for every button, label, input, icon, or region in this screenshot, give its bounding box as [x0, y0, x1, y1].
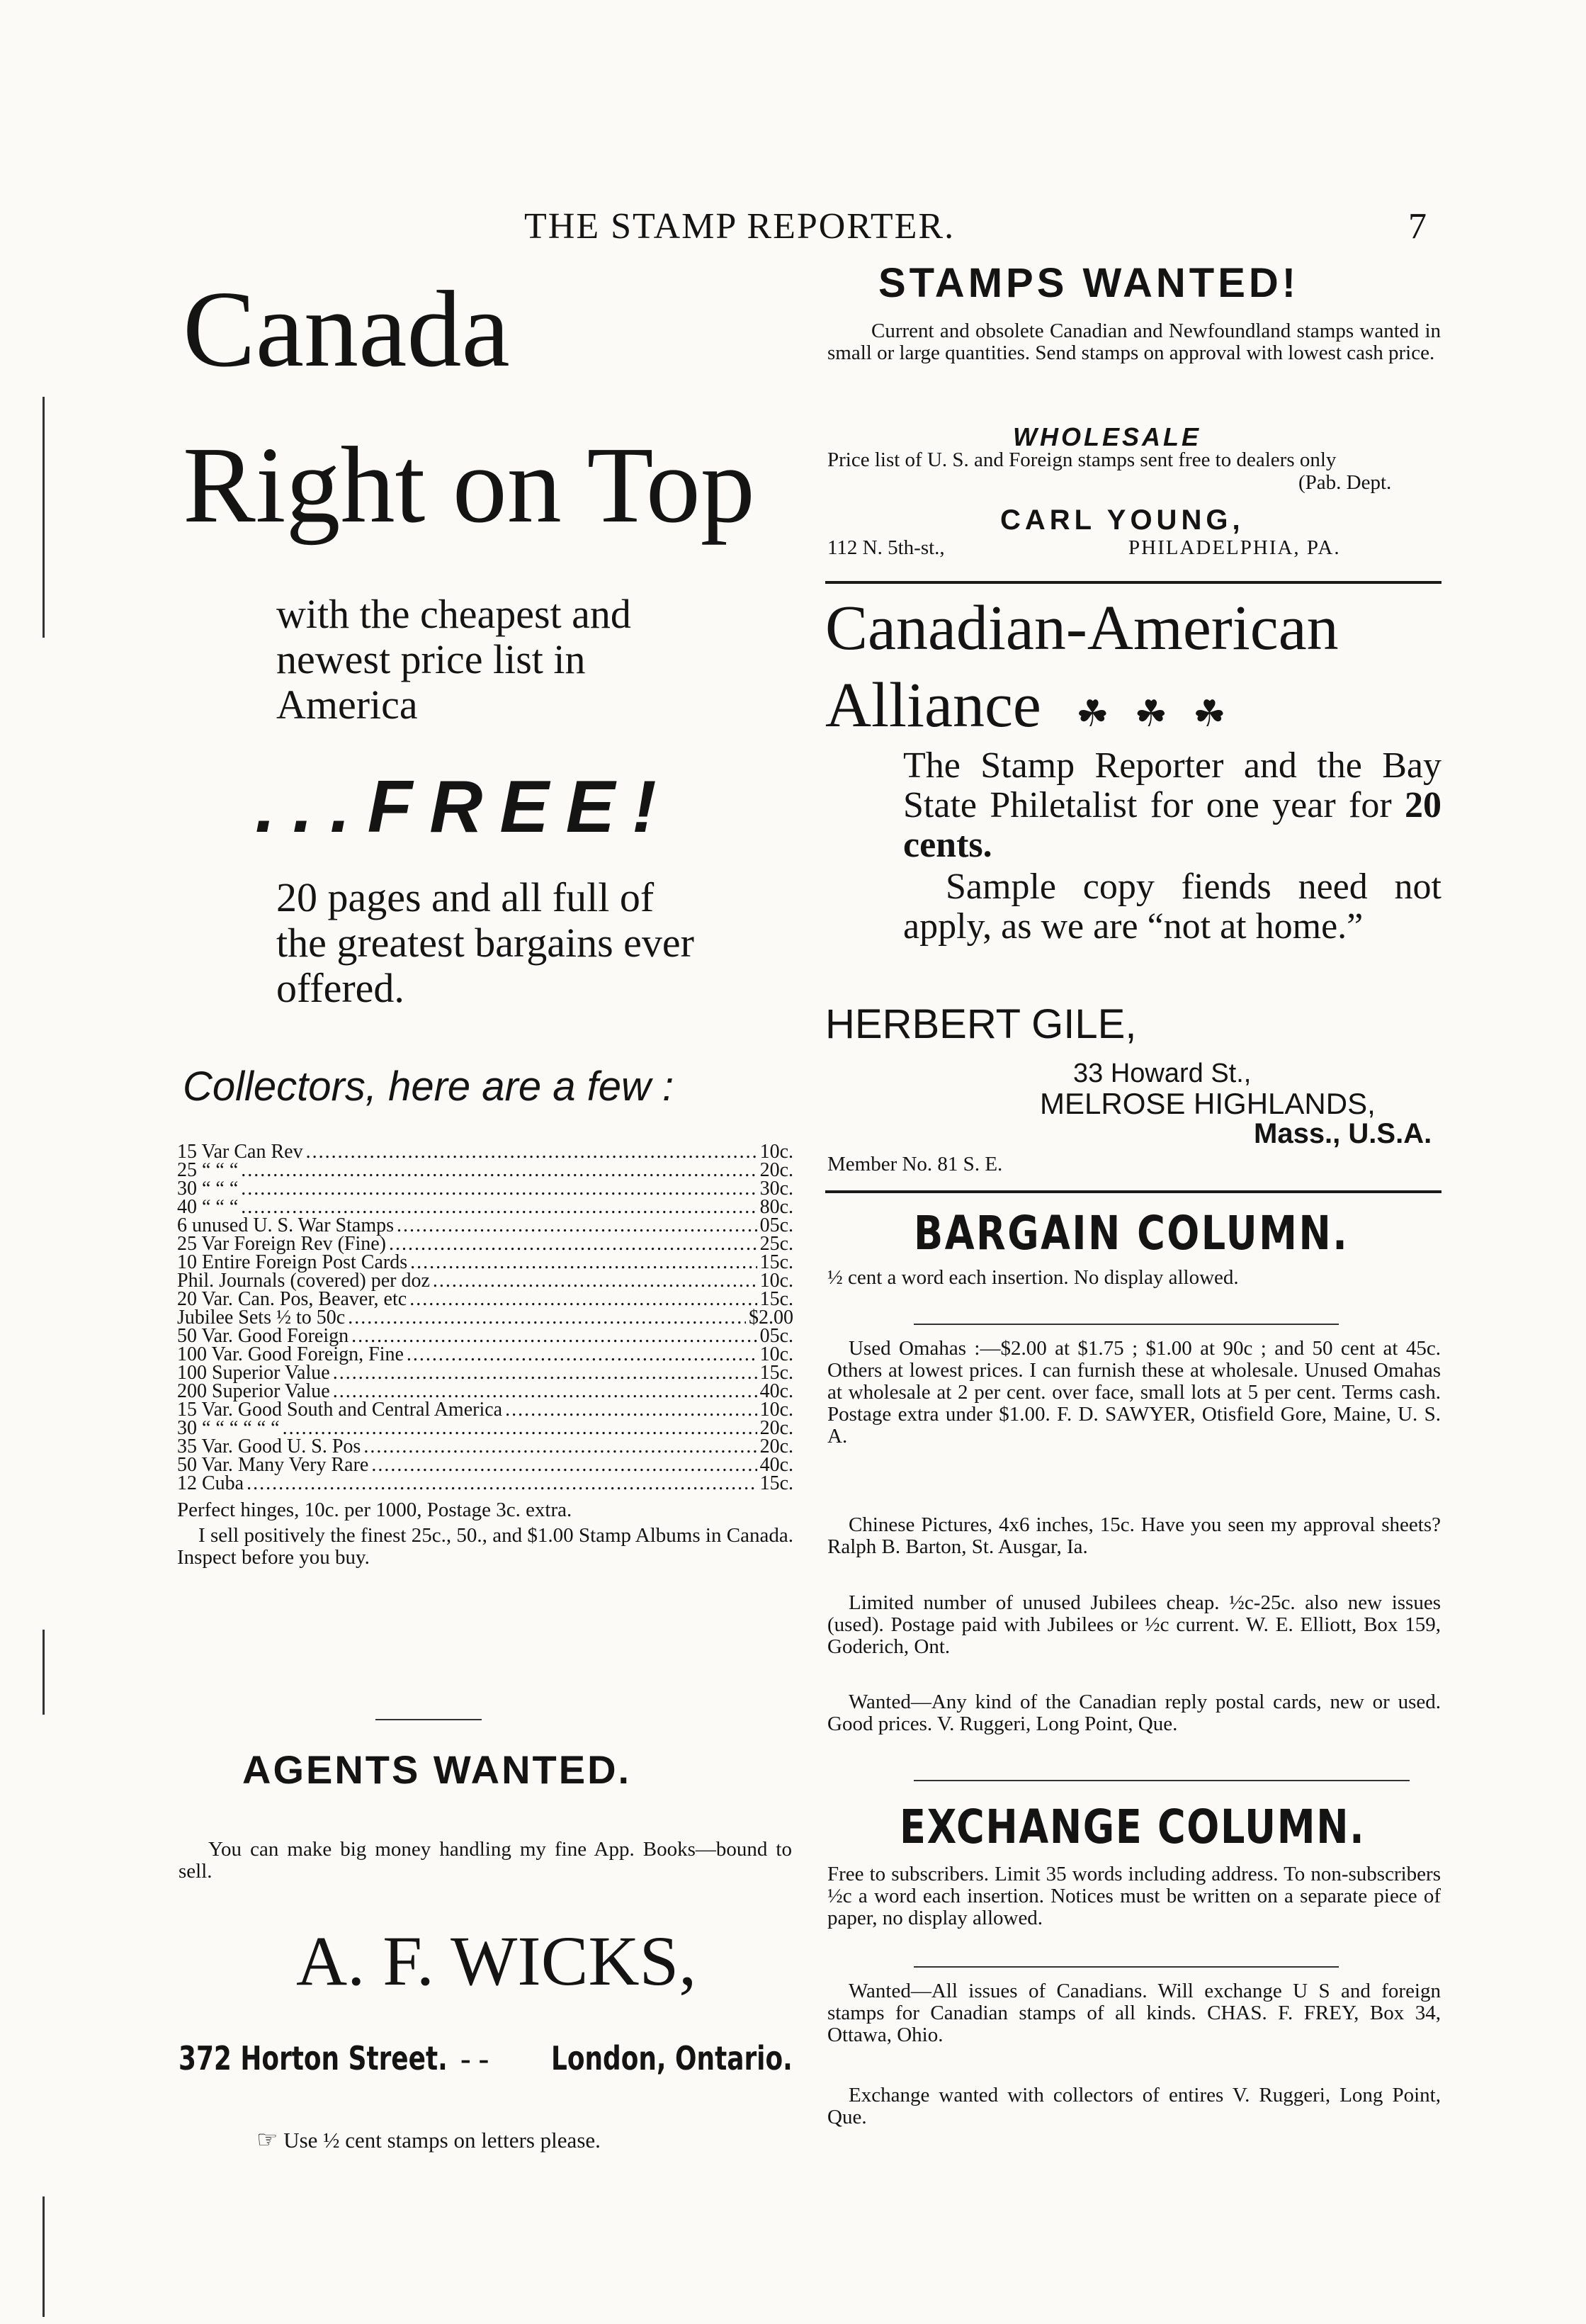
leader-dots [241, 1161, 757, 1180]
price-list-item: 50 Var. Good Foreign [177, 1325, 349, 1347]
exchange-ad-entires: Exchange wanted with collectors of entires V. Ruggeri, Long Point, Que. [827, 2084, 1441, 2128]
gile-city: MELROSE HIGHLANDS, [1040, 1087, 1376, 1120]
address-separator: - - [460, 2041, 489, 2076]
note-text: Use ½ cent stamps on letters please. [283, 2128, 601, 2153]
wicks-street: 372 Horton Street. [179, 2039, 448, 2077]
wholesale-label: WHOLESALE [1013, 422, 1201, 451]
alliance-title-word: Alliance [825, 670, 1041, 740]
price-list-item: 100 Var. Good Foreign, Fine [177, 1343, 404, 1365]
divider [914, 1966, 1339, 1968]
leader-dots [306, 1143, 757, 1161]
shamrock-icon: ☘ [1193, 694, 1226, 735]
canada-headline: Canada [183, 269, 510, 390]
price-list-item: 40 “ “ “ [177, 1196, 239, 1218]
divider [914, 1780, 1410, 1781]
herbert-gile-name: HERBERT GILE, [825, 1001, 1137, 1047]
price-list-item: 35 Var. Good U. S. Pos [177, 1435, 361, 1457]
intro-text: with the cheapest and newest price list in America [276, 591, 631, 728]
price-list-item: 25 “ “ “ [177, 1159, 239, 1181]
price-list-price: 10c. [759, 1343, 793, 1365]
price-list-item: 100 Superior Value [177, 1362, 330, 1384]
member-number: Member No. 81 S. E. [827, 1153, 1003, 1175]
leader-dots [351, 1327, 757, 1346]
alliance-offer-price: 20 cents. [903, 785, 1442, 865]
price-list-item: 10 Entire Foreign Post Cards [177, 1251, 408, 1273]
price-list-item: Jubilee Sets ½ to 50c [177, 1307, 346, 1329]
leader-dots [333, 1364, 757, 1382]
bargain-ad-postal-cards: Wanted—Any kind of the Canadian reply postal cards, new or used. Good prices. V. Ruggeri, Long Point, Que. [827, 1691, 1441, 1735]
page-edge-mark [43, 2196, 45, 2317]
stamps-wanted-text: Current and obsolete Canadian and Newfoundland stamps wanted in small or large quantities. Send stamps on approval with lowest cash price. [827, 320, 1441, 364]
price-list-price: 15c. [759, 1362, 793, 1384]
price-list-price: 20c. [759, 1159, 793, 1181]
price-list-item: 15 Var. Good South and Central America [177, 1399, 503, 1421]
gile-street: 33 Howard St., [1073, 1059, 1252, 1088]
price-list-price: 20c. [759, 1417, 793, 1439]
price-list-price: 25c. [759, 1233, 793, 1255]
running-title: THE STAMP REPORTER. [524, 206, 956, 247]
leader-dots [241, 1180, 757, 1198]
leader-dots [348, 1309, 746, 1327]
price-list-price: 15c. [759, 1288, 793, 1310]
agents-text: You can make big money handling my fine App. Books—bound to sell. [179, 1838, 792, 1883]
divider [914, 1324, 1339, 1325]
price-list-row [177, 1143, 793, 1161]
price-list-price: 10c. [759, 1399, 793, 1421]
dept-text: (Pab. Dept. [1298, 471, 1392, 494]
price-list-price: 40c. [759, 1380, 793, 1402]
price-list-price: 05c. [759, 1214, 793, 1236]
leader-dots [409, 1290, 757, 1309]
divider [825, 1190, 1441, 1193]
leader-dots [363, 1438, 757, 1456]
price-list-price: 40c. [759, 1454, 793, 1476]
price-list-item: 30 “ “ “ “ “ “ [177, 1417, 280, 1439]
stamps-wanted-heading: STAMPS WANTED! [878, 260, 1300, 306]
alliance-notice: Sample copy fiends need not apply, as we are “not at home.” [903, 867, 1441, 947]
leader-dots [397, 1217, 757, 1235]
bargain-rate: ½ cent a word each insertion. No display allowed. [827, 1266, 1239, 1289]
hinges-text: Perfect hinges, 10c. per 1000, Postage 3c. extra. [177, 1499, 572, 1521]
price-list [177, 1143, 793, 1493]
albums-text: I sell positively the finest 25c., 50., and $1.00 Stamp Albums in Canada. Inspect before you buy. [177, 1524, 793, 1569]
exchange-ad-canadians: Wanted—All issues of Canadians. Will exchange U S and foreign stamps for Canadian stamps of all kinds. CHAS. F. FREY, Box 34, Ottawa, Ohio. [827, 1980, 1441, 2046]
leader-dots [505, 1401, 757, 1419]
leader-dots [371, 1456, 757, 1474]
exchange-heading: EXCHANGE COLUMN. [900, 1800, 1366, 1854]
price-list-item: 25 Var Foreign Rev (Fine) [177, 1233, 386, 1255]
price-list-price: 10c. [759, 1141, 793, 1163]
carl-young-name: CARL YOUNG, [1000, 504, 1245, 536]
shamrock-icon: ☘ [1134, 694, 1168, 735]
price-list-item: 20 Var. Can. Pos, Beaver, etc [177, 1288, 407, 1310]
pointing-hand-icon: ☞ [256, 2127, 278, 2153]
price-list-row [177, 1474, 793, 1493]
price-list-item: Phil. Journals (covered) per doz [177, 1270, 430, 1292]
bargain-ad-omahas: Used Omahas :—$2.00 at $1.75 ; $1.00 at 90c ; and 50 cent at 45c. Others at lowest prices. I can furnish these at wholesale. Unused Omahas at wholesale at 2 per cent. over face, small lots at 5 per cent. Terms cash. Postage extra under $1.00. F. D. SAWYER, Otisfield Gore, Maine, U. S. A. [827, 1337, 1441, 1448]
wicks-city: London, Ontario. [551, 2039, 793, 2077]
price-list-price: 15c. [759, 1251, 793, 1273]
price-list-price: 05c. [759, 1325, 793, 1347]
leader-dots [407, 1346, 757, 1364]
free-banner: ...FREE! [255, 766, 674, 848]
leader-dots [247, 1474, 757, 1493]
bargain-heading: BARGAIN COLUMN. [914, 1206, 1349, 1260]
price-list-item: 15 Var Can Rev [177, 1141, 303, 1163]
gile-state: Mass., U.S.A. [1254, 1118, 1432, 1149]
page-edge-mark [43, 1630, 45, 1715]
price-list-price: 20c. [759, 1435, 793, 1457]
price-list-price: $2.00 [749, 1307, 793, 1329]
price-list-row [177, 1180, 793, 1198]
bargain-ad-jubilees: Limited number of unused Jubilees cheap. ½c-25c. also new issues (used). Postage paid with Jubilees or ½c current. W. E. Elliott, Box 159, Goderich, Ont. [827, 1591, 1441, 1658]
young-street: 112 N. 5th-st., [827, 536, 945, 559]
divider [825, 581, 1441, 584]
leader-dots [433, 1272, 757, 1290]
alliance-offer-text: The Stamp Reporter and the Bay State Philetalist for one year for [903, 745, 1441, 825]
page-edge-mark [43, 397, 45, 638]
price-list-item: 30 “ “ “ [177, 1178, 239, 1200]
price-list-price: 80c. [759, 1196, 793, 1218]
collectors-heading: Collectors, here are a few : [183, 1064, 674, 1110]
price-list-price: 15c. [759, 1472, 793, 1494]
price-list-price: 30c. [759, 1178, 793, 1200]
page-number: 7 [1408, 206, 1427, 247]
alliance-offer [903, 746, 1441, 865]
note-line [256, 2126, 601, 2154]
right-on-top-headline: Right on Top [183, 425, 755, 546]
alliance-title-line-2 [825, 669, 1230, 752]
young-city: PHILADELPHIA, PA. [1128, 536, 1341, 559]
price-list-row [177, 1456, 793, 1474]
alliance-title: Canadian-American [825, 593, 1339, 663]
bargain-ad-chinese: Chinese Pictures, 4x6 inches, 15c. Have you seen my approval sheets? Ralph B. Barton, St. Ausgar, Ia. [827, 1513, 1441, 1558]
price-list-item: 6 unused U. S. War Stamps [177, 1214, 395, 1236]
price-list-row [177, 1161, 793, 1180]
price-list-item: 200 Superior Value [177, 1380, 330, 1402]
shamrock-icon: ☘ [1076, 694, 1109, 735]
wicks-name: A. F. WICKS, [296, 1922, 697, 2000]
price-list-item: 50 Var. Many Very Rare [177, 1454, 369, 1476]
leader-dots [410, 1253, 757, 1272]
divider [375, 1719, 482, 1720]
pages-text: 20 pages and all full of the greatest bargains ever offered. [276, 874, 694, 1011]
agents-heading: AGENTS WANTED. [242, 1747, 632, 1792]
price-list-text: Price list of U. S. and Foreign stamps sent free to dealers only [827, 449, 1337, 471]
leader-dots [389, 1235, 757, 1253]
price-list-price: 10c. [759, 1270, 793, 1292]
exchange-rate: Free to subscribers. Limit 35 words including address. To non-subscribers ½c a word each insertion. Notices must be written on a separate piece of paper, no display allowed. [827, 1863, 1441, 1929]
price-list-item: 12 Cuba [177, 1472, 244, 1494]
